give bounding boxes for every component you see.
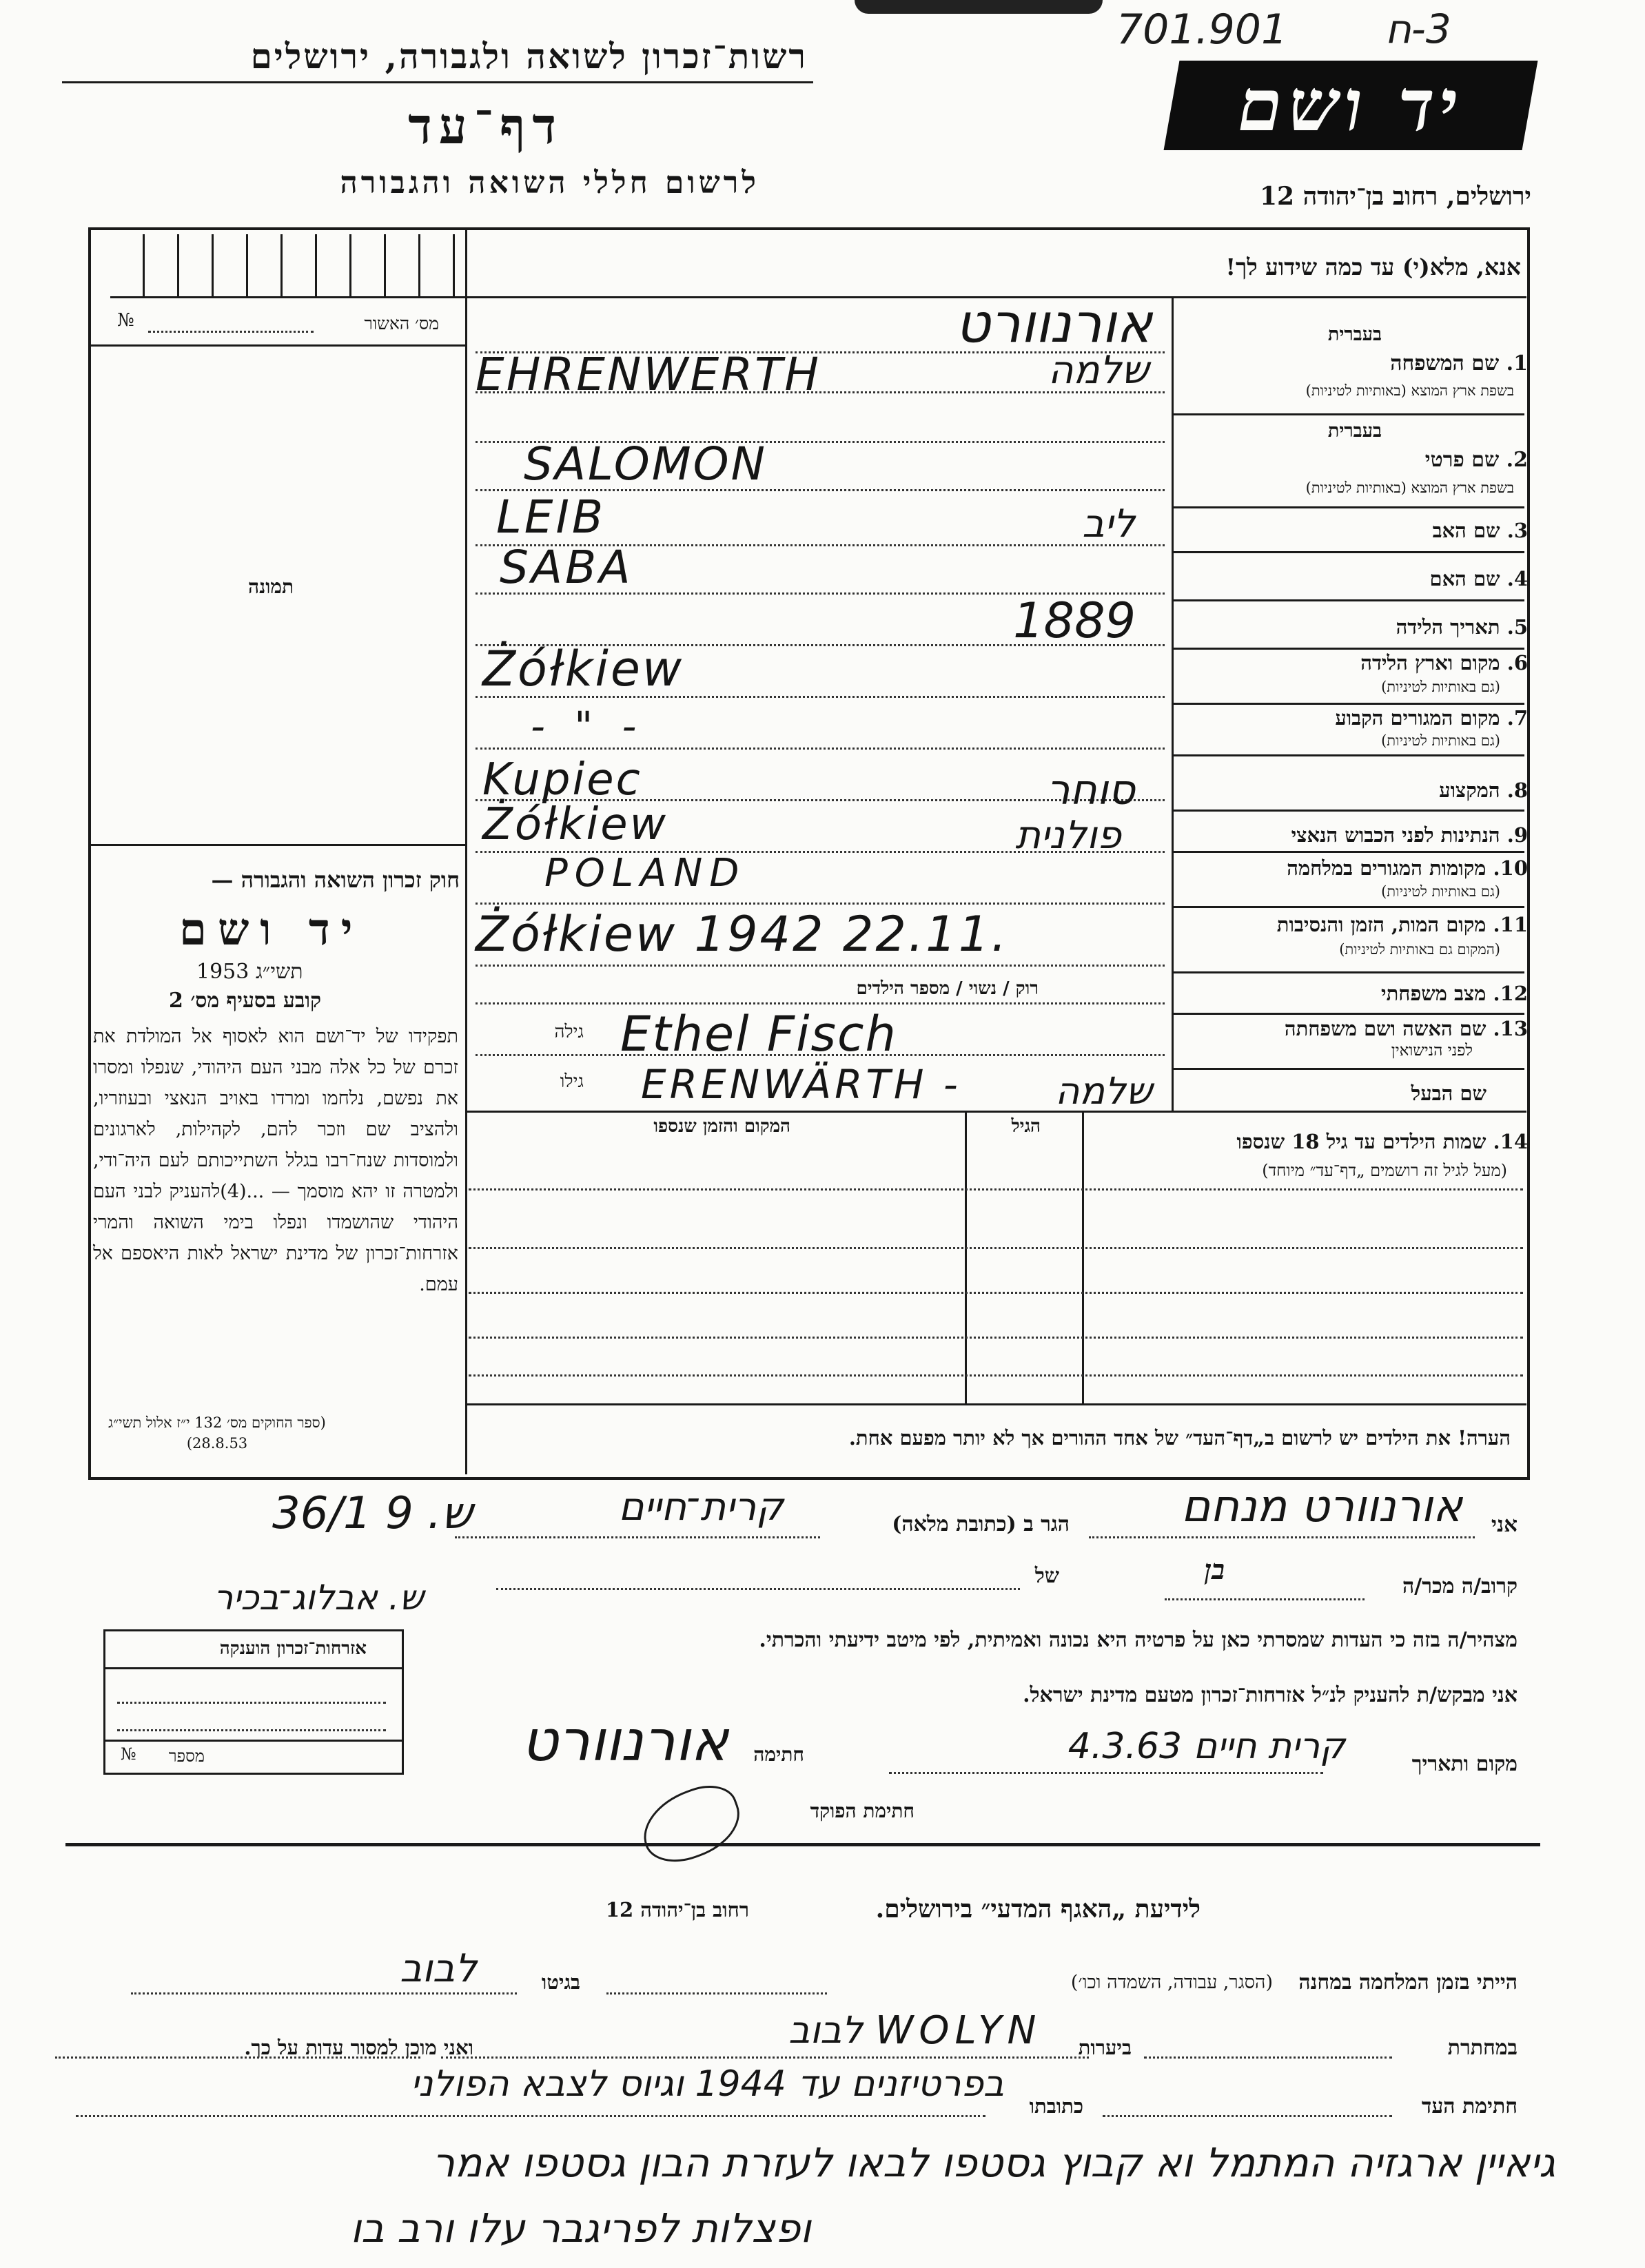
decl-name-dots bbox=[1089, 1536, 1475, 1538]
decl-of: של bbox=[1034, 1564, 1059, 1588]
decl-signature-label: חתימה bbox=[753, 1743, 804, 1766]
death-place-date: Żółkiew 1942 22.11. bbox=[476, 906, 1009, 962]
child-row-1 bbox=[469, 1188, 1523, 1190]
decl-name: אורנוורט מנחם bbox=[1181, 1481, 1462, 1532]
decl-address-note-1: 36/1 ש. 9 bbox=[272, 1488, 473, 1539]
label-rule-11 bbox=[1172, 906, 1524, 908]
decl-signature: אורנוורט bbox=[521, 1709, 728, 1774]
bottom-ghetto-dots bbox=[131, 1992, 517, 1994]
decl-place-date-dots bbox=[889, 1772, 1323, 1774]
decl-relation: קרוב/ה מכר/ה bbox=[1402, 1574, 1518, 1598]
child-row-2 bbox=[469, 1247, 1523, 1249]
footer-note-2: ופצלות לפריגבר עלו ורב בו bbox=[350, 2205, 811, 2251]
birthplace: Żółkiew bbox=[482, 641, 684, 697]
citizenship-latin: Żółkiew bbox=[482, 799, 668, 850]
field-14-label: 14. שמות הילדים עד גיל 18 שנספו bbox=[1236, 1130, 1528, 1153]
field-8-label: 8. המקצוע bbox=[1439, 779, 1528, 802]
form-instruction: אנא, מלא(י) עד כמה שידוע לך! bbox=[1225, 254, 1521, 280]
bottom-ghetto: לבוב bbox=[400, 1946, 477, 1991]
child-row-4 bbox=[469, 1337, 1523, 1339]
law-name: יד ושם bbox=[179, 904, 364, 956]
husband-latin: ERENWÄRTH - bbox=[641, 1061, 961, 1108]
given-hebrew: שלמה bbox=[1048, 348, 1149, 393]
citizenship-box-number-label: מספר bbox=[168, 1746, 205, 1766]
note-rule bbox=[465, 1403, 1526, 1405]
child-row-5 bbox=[469, 1374, 1523, 1377]
approval-no-label: מס׳ האשור bbox=[364, 313, 439, 333]
wife-name: Ethel Fisch bbox=[620, 1006, 897, 1062]
label-rule-4 bbox=[1172, 551, 1524, 553]
bottom-witness-sig-dots bbox=[1103, 2115, 1392, 2117]
bottom-ready-label: ואני מוכן למסור עדות על כך. bbox=[244, 2036, 473, 2059]
decl-resides: הגר ב (כתובת מלאה) bbox=[892, 1512, 1070, 1536]
official-signature-scribble bbox=[633, 1776, 750, 1873]
photo-bottom-rule bbox=[88, 844, 466, 846]
field-9-label: 9. הנתינות לפני הכבוש הנאצי bbox=[1291, 823, 1528, 847]
decl-address-note-2: ש. אבלוג־בכיר bbox=[214, 1578, 424, 1618]
entry-rule-14 bbox=[476, 1002, 1165, 1004]
label-rule-8 bbox=[1172, 754, 1524, 756]
bottom-line1-options: (הסגר, עבודה, השמדה וכו׳) bbox=[1070, 1972, 1273, 1993]
approval-number-boxes bbox=[110, 234, 469, 298]
yad-vashem-address: ירושלים, רחוב בן־יהודה 12 bbox=[1259, 182, 1531, 211]
field-12-label: 12. מצב משפחתי bbox=[1381, 982, 1528, 1005]
bottom-witness-sig-label: חתימת העד bbox=[1421, 2094, 1518, 2118]
approval-no-mark: № bbox=[117, 310, 134, 331]
war-residence: POLAND bbox=[544, 851, 746, 896]
decl-relation-dots bbox=[1165, 1598, 1365, 1600]
field-7-sub: (גם באותיות לטיניות) bbox=[1381, 732, 1500, 749]
field-13-sub: לפני הנישואין bbox=[1391, 1042, 1473, 1060]
surname-latin: EHRENWERTH bbox=[476, 348, 821, 401]
decl-statement: מצהיר/ה בזה כי העדות שמסרתי כאן על פרטיה היא נכונה ואמיתית, לפי מיטב ידיעתי והכרתי. bbox=[759, 1628, 1518, 1652]
law-text: תפקידו של יד־ושם הוא לאסוף אל המולדת את זכרם של כל אלה מבני העם היהודי, שנפלו ומסרו את נפשם, נלחמו ומרדו באויב הנאצי ובעוזריו, ולהציב שם וזכר להם, לקהילות, לארגונים ולמוסדות שנח־רבו בגלל השתייכותם לעם היה־ודי, ולמטרה זו יהא מוסמך — ...(4)להעניק לבני העם היהודי שהושמדו ונפלו בימי השואה והמרי אזרחות־זכרון של מדינת ישראל לאות היאספם אל עמם. bbox=[93, 1026, 458, 1295]
label-rule-9 bbox=[1172, 810, 1524, 812]
bottom-address-dots bbox=[76, 2115, 985, 2117]
label-rule-13 bbox=[1172, 1013, 1524, 1015]
bottom-title: לידיעת „האגף המדעי״ בירושלים. bbox=[875, 1895, 1200, 1924]
field-11-sub: (המקום גם באותיות לטיניות) bbox=[1339, 941, 1500, 958]
bottom-ghetto-label: בגיטו bbox=[541, 1970, 580, 1994]
form-note: הערה! את הילדים יש לרשום ב„דף־העד״ של אחד ההורים אך לא יותר מפעם אחת. bbox=[848, 1426, 1511, 1450]
residence: - " - bbox=[531, 703, 645, 750]
bottom-address: רחוב בן־יהודה 12 bbox=[605, 1898, 749, 1921]
label-rule-3 bbox=[1172, 506, 1524, 508]
citizenship-hebrew: פולנית bbox=[1015, 813, 1121, 858]
profession-latin: Kupiec bbox=[482, 754, 642, 805]
form-subtitle: לרשום חללי השואה והגבורה bbox=[340, 165, 759, 200]
entry-rule-13 bbox=[476, 965, 1165, 967]
field-6-label: 6. מקום וארץ הלידה bbox=[1360, 651, 1528, 674]
bottom-forests-label: ביערות bbox=[1078, 2036, 1132, 2059]
label-rule-2 bbox=[1172, 413, 1524, 415]
field-2-label: 2. שם פרטי bbox=[1424, 448, 1528, 472]
father-hebrew: ליב bbox=[1082, 502, 1135, 546]
birth-year: 1889 bbox=[1013, 592, 1136, 649]
institution-line: רשות־זכרון לשואה ולגבורה, ירושלים bbox=[250, 36, 808, 76]
decl-address: קרית־חיים bbox=[618, 1485, 784, 1529]
photo-top-rule bbox=[88, 344, 466, 347]
field-7-label: 7. מקום המגורים הקבוע bbox=[1335, 706, 1528, 730]
bottom-forests-hebrew: לבוב bbox=[788, 2008, 863, 2052]
institution-underline bbox=[62, 81, 813, 83]
citizenship-box-dots-1 bbox=[117, 1702, 386, 1704]
bottom-partisans-note: בפרטיזנים עד 1944 וגיוס לצבא הפולני bbox=[410, 2063, 1004, 2105]
field-6-sub: (גם באותיות לטיניות) bbox=[1381, 679, 1500, 695]
profession-hebrew: סוחר bbox=[1046, 766, 1135, 814]
law-title: חוק זכרון השואה והגבורה — bbox=[211, 867, 460, 893]
entry-rule-12 bbox=[476, 903, 1165, 905]
label-rule-6 bbox=[1172, 648, 1524, 650]
field-10-sub: (גם באותיות לטיניות) bbox=[1381, 883, 1500, 900]
label-rule-7 bbox=[1172, 703, 1524, 705]
wife-age-label: גילה bbox=[554, 1022, 584, 1042]
children-top-rule bbox=[465, 1111, 1526, 1113]
top-annotation: 701.901 bbox=[1116, 6, 1288, 54]
bottom-forests: WOLYN bbox=[875, 2008, 1042, 2053]
decl-place-date: קרית חיים 4.3.63 bbox=[1067, 1726, 1345, 1767]
approval-no-dots bbox=[148, 331, 314, 333]
field-1-hebrew-tag: בעברית bbox=[1327, 324, 1382, 345]
decl-address-dots bbox=[455, 1536, 820, 1538]
field-5-label: 5. תאריך הלידה bbox=[1396, 615, 1528, 639]
child-row-3 bbox=[469, 1292, 1523, 1294]
citizenship-box-title: אזרחות־זכרון הוענקה bbox=[219, 1638, 367, 1659]
husband-age-label: גילו bbox=[560, 1071, 584, 1092]
left-column-divider bbox=[465, 227, 467, 1474]
law-year: תשי״ג 1953 bbox=[196, 960, 303, 984]
yad-vashem-logo: יד ושם bbox=[1164, 61, 1538, 150]
law-source: (ספר החוקים מס׳ 132 י״ז אלול תשי״ג 28.8.53) bbox=[108, 1414, 326, 1452]
field-1-label: 1. שם המשפחה bbox=[1390, 351, 1528, 375]
husband-hebrew: שלמה bbox=[1055, 1069, 1152, 1113]
field-13-label: 13. שם האשה ושם משפחתה bbox=[1284, 1017, 1528, 1040]
children-col-age: הגיל bbox=[1011, 1116, 1041, 1137]
label-rule-5 bbox=[1172, 599, 1524, 601]
decl-official-sig-label: חתימת הפוקד bbox=[810, 1800, 915, 1822]
surname-hebrew: אורנוורט bbox=[955, 293, 1152, 355]
citizenship-box-title-rule bbox=[103, 1667, 402, 1669]
field-10-label: 10. מקומות המגורים במלחמה bbox=[1287, 856, 1528, 880]
citizenship-box-number-rule bbox=[103, 1740, 402, 1742]
label-rule-12 bbox=[1172, 971, 1524, 973]
children-col-divider-2 bbox=[1082, 1111, 1084, 1403]
bottom-witness-address-label: כתובתו bbox=[1029, 2094, 1083, 2118]
decl-ben: בן bbox=[1204, 1554, 1225, 1586]
top-dark-smudge bbox=[855, 0, 1103, 14]
field-2-sub: בשפת ארץ המוצא (באותיות לטיניות) bbox=[1305, 480, 1514, 496]
photo-label: תמונה bbox=[248, 575, 294, 598]
bottom-camp-dots bbox=[606, 1992, 827, 1994]
marital-options: רוק / נשוי / מספר הילדים bbox=[856, 978, 1039, 999]
decl-prefix: אני bbox=[1491, 1512, 1518, 1537]
footer-note-1: גיאיין ארגזיה המתמל וא קבוץ גסטפו לבאו לעזרת הבון גסטפו אמר bbox=[432, 2139, 1555, 2186]
citizenship-box-dots-2 bbox=[117, 1729, 386, 1731]
field-4-label: 4. שם האם bbox=[1429, 567, 1528, 590]
label-rule-10 bbox=[1172, 851, 1524, 853]
top-right-mark: 3-ח bbox=[1385, 6, 1451, 52]
mother-latin: SABA bbox=[500, 541, 633, 594]
bottom-hiding-dots bbox=[1144, 2056, 1392, 2059]
bottom-section-rule bbox=[65, 1843, 1540, 1846]
given-latin: SALOMON bbox=[524, 437, 767, 491]
field-11-label: 11. מקום המות, הזמן והנסיבות bbox=[1276, 913, 1528, 936]
decl-of-dots bbox=[496, 1588, 1020, 1590]
field-3-label: 3. שם האב bbox=[1432, 519, 1528, 542]
form-title: דף־עד bbox=[408, 96, 563, 155]
children-col-place: המקום והזמן שנספו bbox=[653, 1116, 790, 1137]
bottom-forests-dots bbox=[441, 2056, 1089, 2059]
husband-label: שם הבעל bbox=[1411, 1082, 1486, 1105]
bottom-hiding-label: במחתרת bbox=[1447, 2036, 1518, 2060]
children-col-divider-1 bbox=[965, 1111, 967, 1403]
field-14-sub: (מעל לגיל זה רושמים „דף־עד״ מיוחד) bbox=[1262, 1161, 1507, 1180]
decl-place-date-label: מקום ותאריך bbox=[1411, 1752, 1518, 1776]
field-2-hebrew-tag: בעברית bbox=[1327, 420, 1382, 442]
law-clause: קובע בסעיף מס׳ 2 bbox=[169, 989, 322, 1013]
decl-request: אני מבקש/ת להעניק לנ״ל אזרחות־זכרון מטעם מדינת ישראל. bbox=[1023, 1683, 1518, 1707]
label-rule-14 bbox=[1172, 1068, 1524, 1070]
citizenship-box-no-mark: № bbox=[121, 1744, 136, 1764]
field-1-sub: בשפת ארץ המוצא (באותיות לטיניות) bbox=[1305, 382, 1514, 399]
father-latin: LEIB bbox=[496, 491, 606, 544]
bottom-line1-label: הייתי בזמן המלחמה במחנה bbox=[1298, 1970, 1518, 1994]
bottom-ready-dots bbox=[55, 2056, 420, 2059]
